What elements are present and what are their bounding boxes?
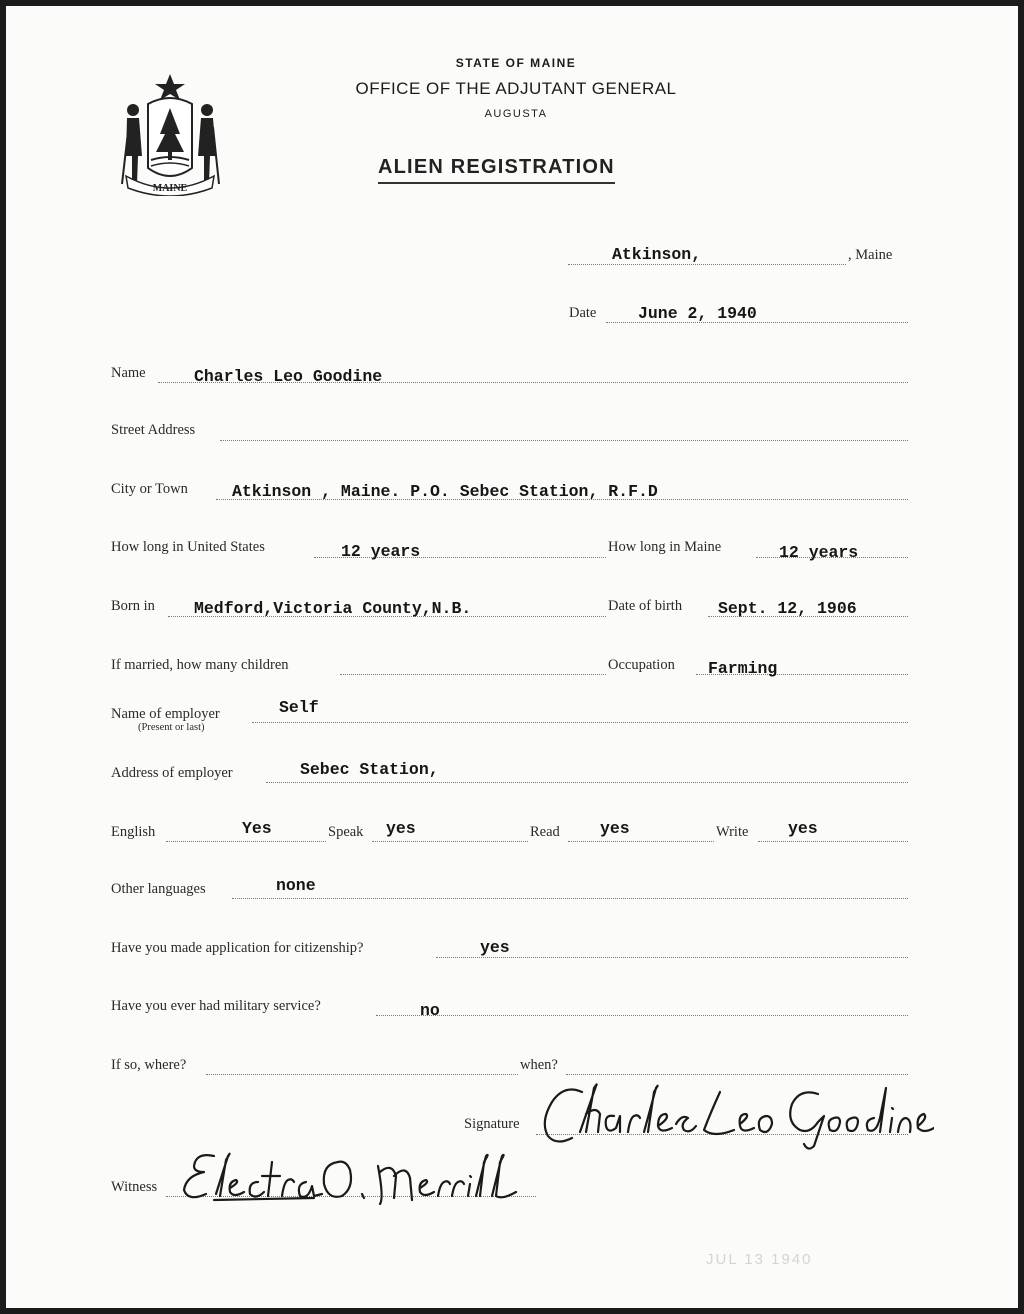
military-value: no: [420, 1001, 440, 1020]
occupation-value: Farming: [708, 659, 778, 678]
military-label: Have you ever had military service?: [111, 998, 321, 1014]
speak-label: Speak: [328, 824, 364, 840]
dob-label: Date of birth: [608, 598, 683, 614]
city-value: Atkinson , Maine. P.O. Sebec Station, R.F.D: [232, 482, 658, 501]
state-heading: STATE OF MAINE: [455, 56, 577, 70]
born-value: Medford,Victoria County,N.B.: [194, 599, 472, 618]
children-label: If married, how many children: [111, 657, 289, 673]
office-heading: OFFICE OF THE ADJUTANT GENERAL: [355, 79, 677, 98]
applicant-signature: [534, 1074, 934, 1154]
form-title: ALIEN REGISTRATION: [378, 156, 615, 184]
write-label: Write: [716, 824, 749, 840]
employer-address-label: Address of employer: [111, 765, 233, 781]
write-value: yes: [788, 819, 818, 838]
english-label: English: [111, 824, 156, 840]
city-heading: AUGUSTA: [484, 108, 548, 120]
maine-long-label: How long in Maine: [608, 539, 722, 555]
town-value: Atkinson,: [612, 245, 702, 264]
citizenship-label: Have you made application for citizenship?: [111, 940, 364, 956]
other-languages-label: Other languages: [111, 881, 206, 897]
where-label: If so, where?: [111, 1057, 187, 1073]
city-label: City or Town: [111, 481, 188, 497]
street-label: Street Address: [111, 422, 196, 438]
when-label: when?: [520, 1057, 558, 1073]
maine-label: , Maine: [848, 247, 893, 263]
witness-label: Witness: [111, 1179, 158, 1195]
name-label: Name: [111, 365, 146, 381]
name-value: Charles Leo Goodine: [194, 367, 383, 386]
date-value: June 2, 1940: [638, 304, 757, 323]
citizenship-value: yes: [480, 938, 510, 957]
english-value: Yes: [242, 819, 272, 838]
date-label: Date: [569, 305, 597, 321]
us-label: How long in United States: [111, 539, 265, 555]
received-stamp: JUL 13 1940: [706, 1251, 813, 1268]
signature-label: Signature: [464, 1116, 520, 1132]
maine-state-seal: [118, 72, 222, 196]
read-label: Read: [530, 824, 560, 840]
employer-label: Name of employer: [111, 706, 220, 722]
us-value: 12 years: [341, 542, 421, 561]
other-languages-value: none: [276, 876, 316, 895]
employer-value: Self: [279, 698, 319, 717]
dob-value: Sept. 12, 1906: [718, 599, 857, 618]
speak-value: yes: [386, 819, 416, 838]
born-label: Born in: [111, 598, 155, 614]
seal-ribbon-text: MAINE: [152, 183, 188, 194]
occupation-label: Occupation: [608, 657, 675, 673]
employer-note: (Present or last): [138, 722, 205, 733]
employer-address-value: Sebec Station,: [300, 760, 439, 779]
read-value: yes: [600, 819, 630, 838]
witness-signature: [174, 1142, 524, 1212]
maine-long-value: 12 years: [779, 543, 859, 562]
registration-form: [6, 6, 1018, 1308]
